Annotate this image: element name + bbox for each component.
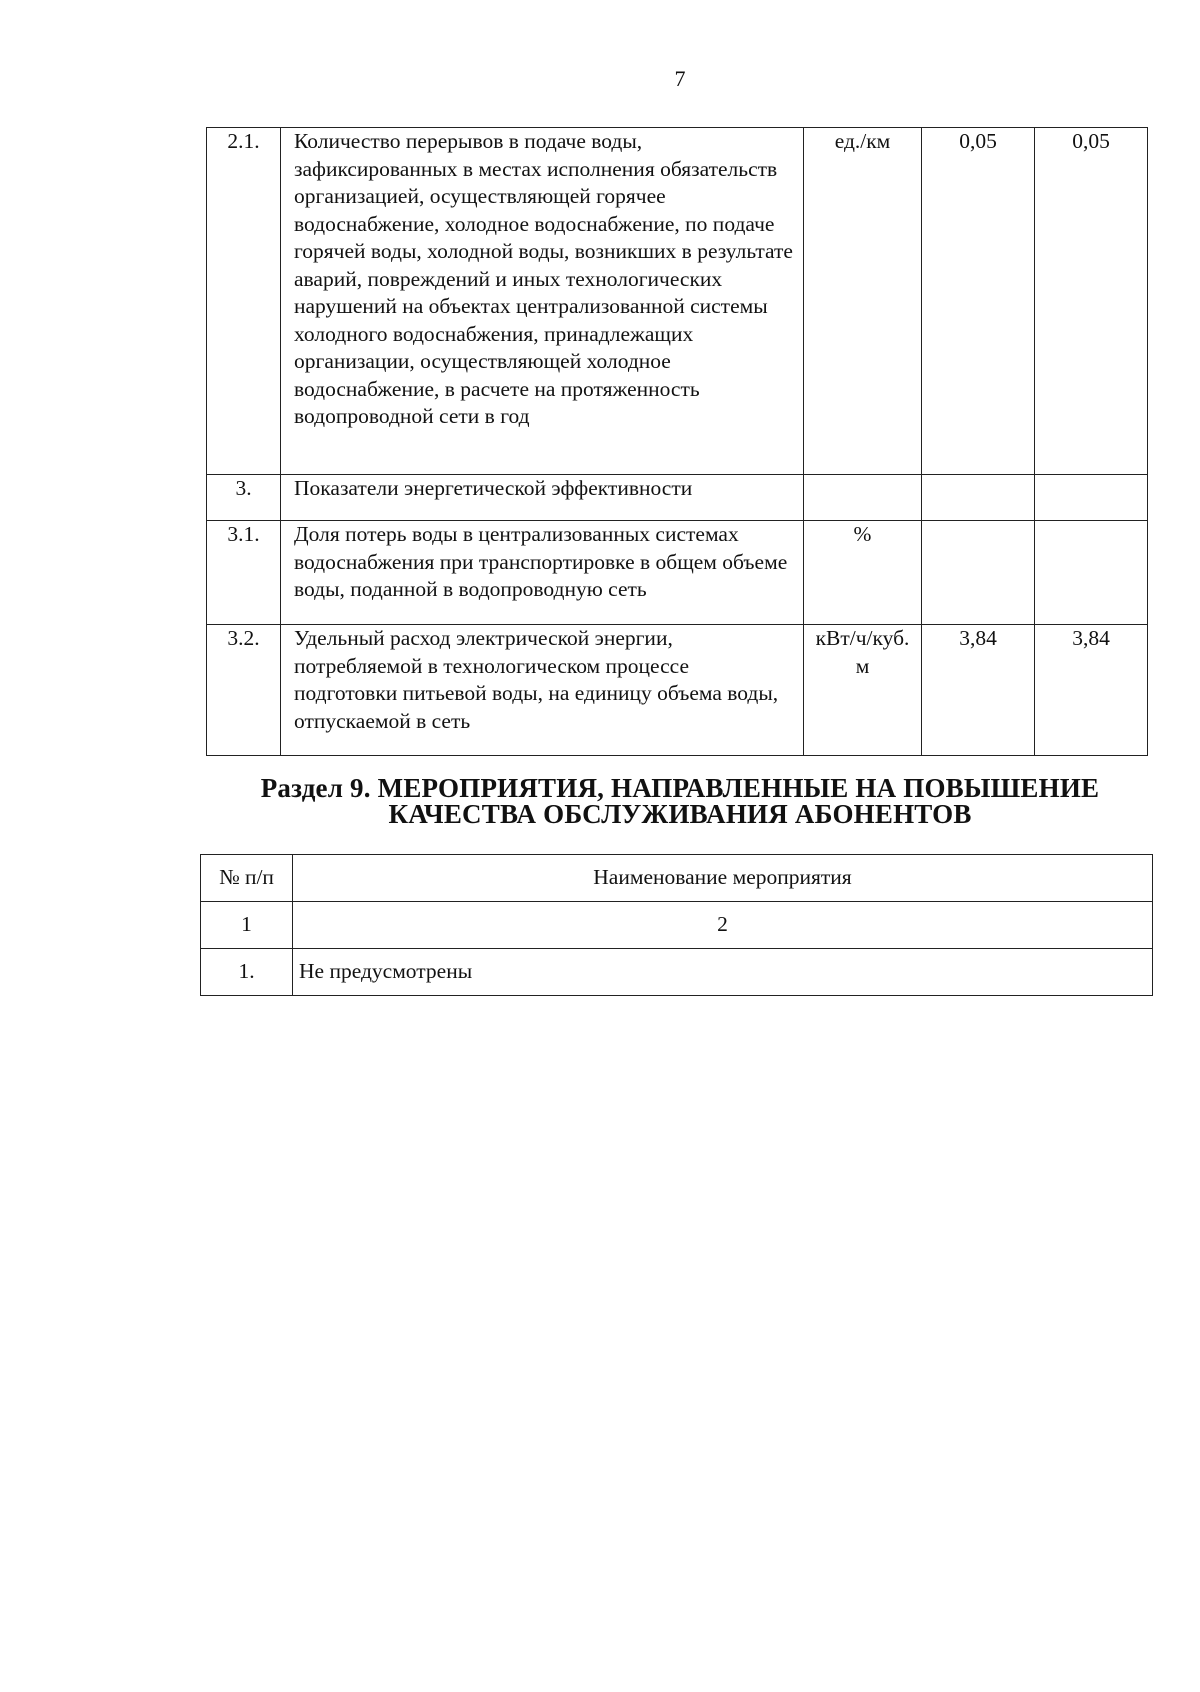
column-number-2: 2 — [293, 902, 1153, 949]
activities-table — [200, 854, 1153, 996]
indicator-value-2: 3,84 — [1035, 625, 1148, 756]
table-row — [207, 625, 1148, 756]
indicator-name: Количество перерывов в подаче воды, зафиксированных в местах исполнения обязательств организацией, осуществляющей горячее водоснабжение, холодное водоснабжение, по подаче горячей воды, холодной воды, возникших в результате аварий, повреждений и иных технологических нарушений на объектах централизованной системы холодного водоснабжения, принадлежащих организации, осуществляющей холодное водоснабжение, в расчете на протяженность водопроводной сети в год — [281, 128, 804, 475]
table-header-row — [201, 855, 1153, 902]
page-number: 7 — [674, 66, 686, 91]
section-title-line-1: Раздел 9. МЕРОПРИЯТИЯ, НАПРАВЛЕННЫЕ НА ПОВЫШЕНИЕ — [260, 773, 1100, 803]
indicator-value-2 — [1035, 521, 1148, 625]
indicator-unit — [804, 475, 922, 521]
row-number: 2.1. — [207, 128, 281, 475]
row-number: 3.2. — [207, 625, 281, 756]
indicator-value-1: 0,05 — [922, 128, 1035, 475]
indicator-value-2: 0,05 — [1035, 128, 1148, 475]
row-number: 3. — [207, 475, 281, 521]
indicator-value-1 — [922, 475, 1035, 521]
indicator-name: Показатели энергетической эффективности — [281, 475, 804, 521]
indicator-value-2 — [1035, 475, 1148, 521]
activity-name: Не предусмотрены — [293, 949, 1153, 996]
table-numbering-row — [201, 902, 1153, 949]
indicator-unit: % — [804, 521, 922, 625]
table-row — [207, 475, 1148, 521]
table-row — [207, 128, 1148, 475]
indicator-unit: кВт/ч/куб. м — [804, 625, 922, 756]
column-number-1: 1 — [201, 902, 293, 949]
row-number: 1. — [201, 949, 293, 996]
column-header-number: № п/п — [201, 855, 293, 902]
section-title — [200, 775, 1160, 827]
column-header-name: Наименование мероприятия — [293, 855, 1153, 902]
section-title-line-2: КАЧЕСТВА ОБСЛУЖИВАНИЯ АБОНЕНТОВ — [388, 799, 972, 829]
indicator-value-1 — [922, 521, 1035, 625]
indicator-name: Доля потерь воды в централизованных системах водоснабжения при транспортировке в общем объеме воды, поданной в водопроводную сеть — [281, 521, 804, 625]
table-row — [207, 521, 1148, 625]
indicator-value-1: 3,84 — [922, 625, 1035, 756]
indicator-unit: ед./км — [804, 128, 922, 475]
indicator-name: Удельный расход электрической энергии, потребляемой в технологическом процессе подготовки питьевой воды, на единицу объема воды, отпускаемой в сеть — [281, 625, 804, 756]
row-number: 3.1. — [207, 521, 281, 625]
indicators-table — [206, 127, 1148, 756]
table-row — [201, 949, 1153, 996]
